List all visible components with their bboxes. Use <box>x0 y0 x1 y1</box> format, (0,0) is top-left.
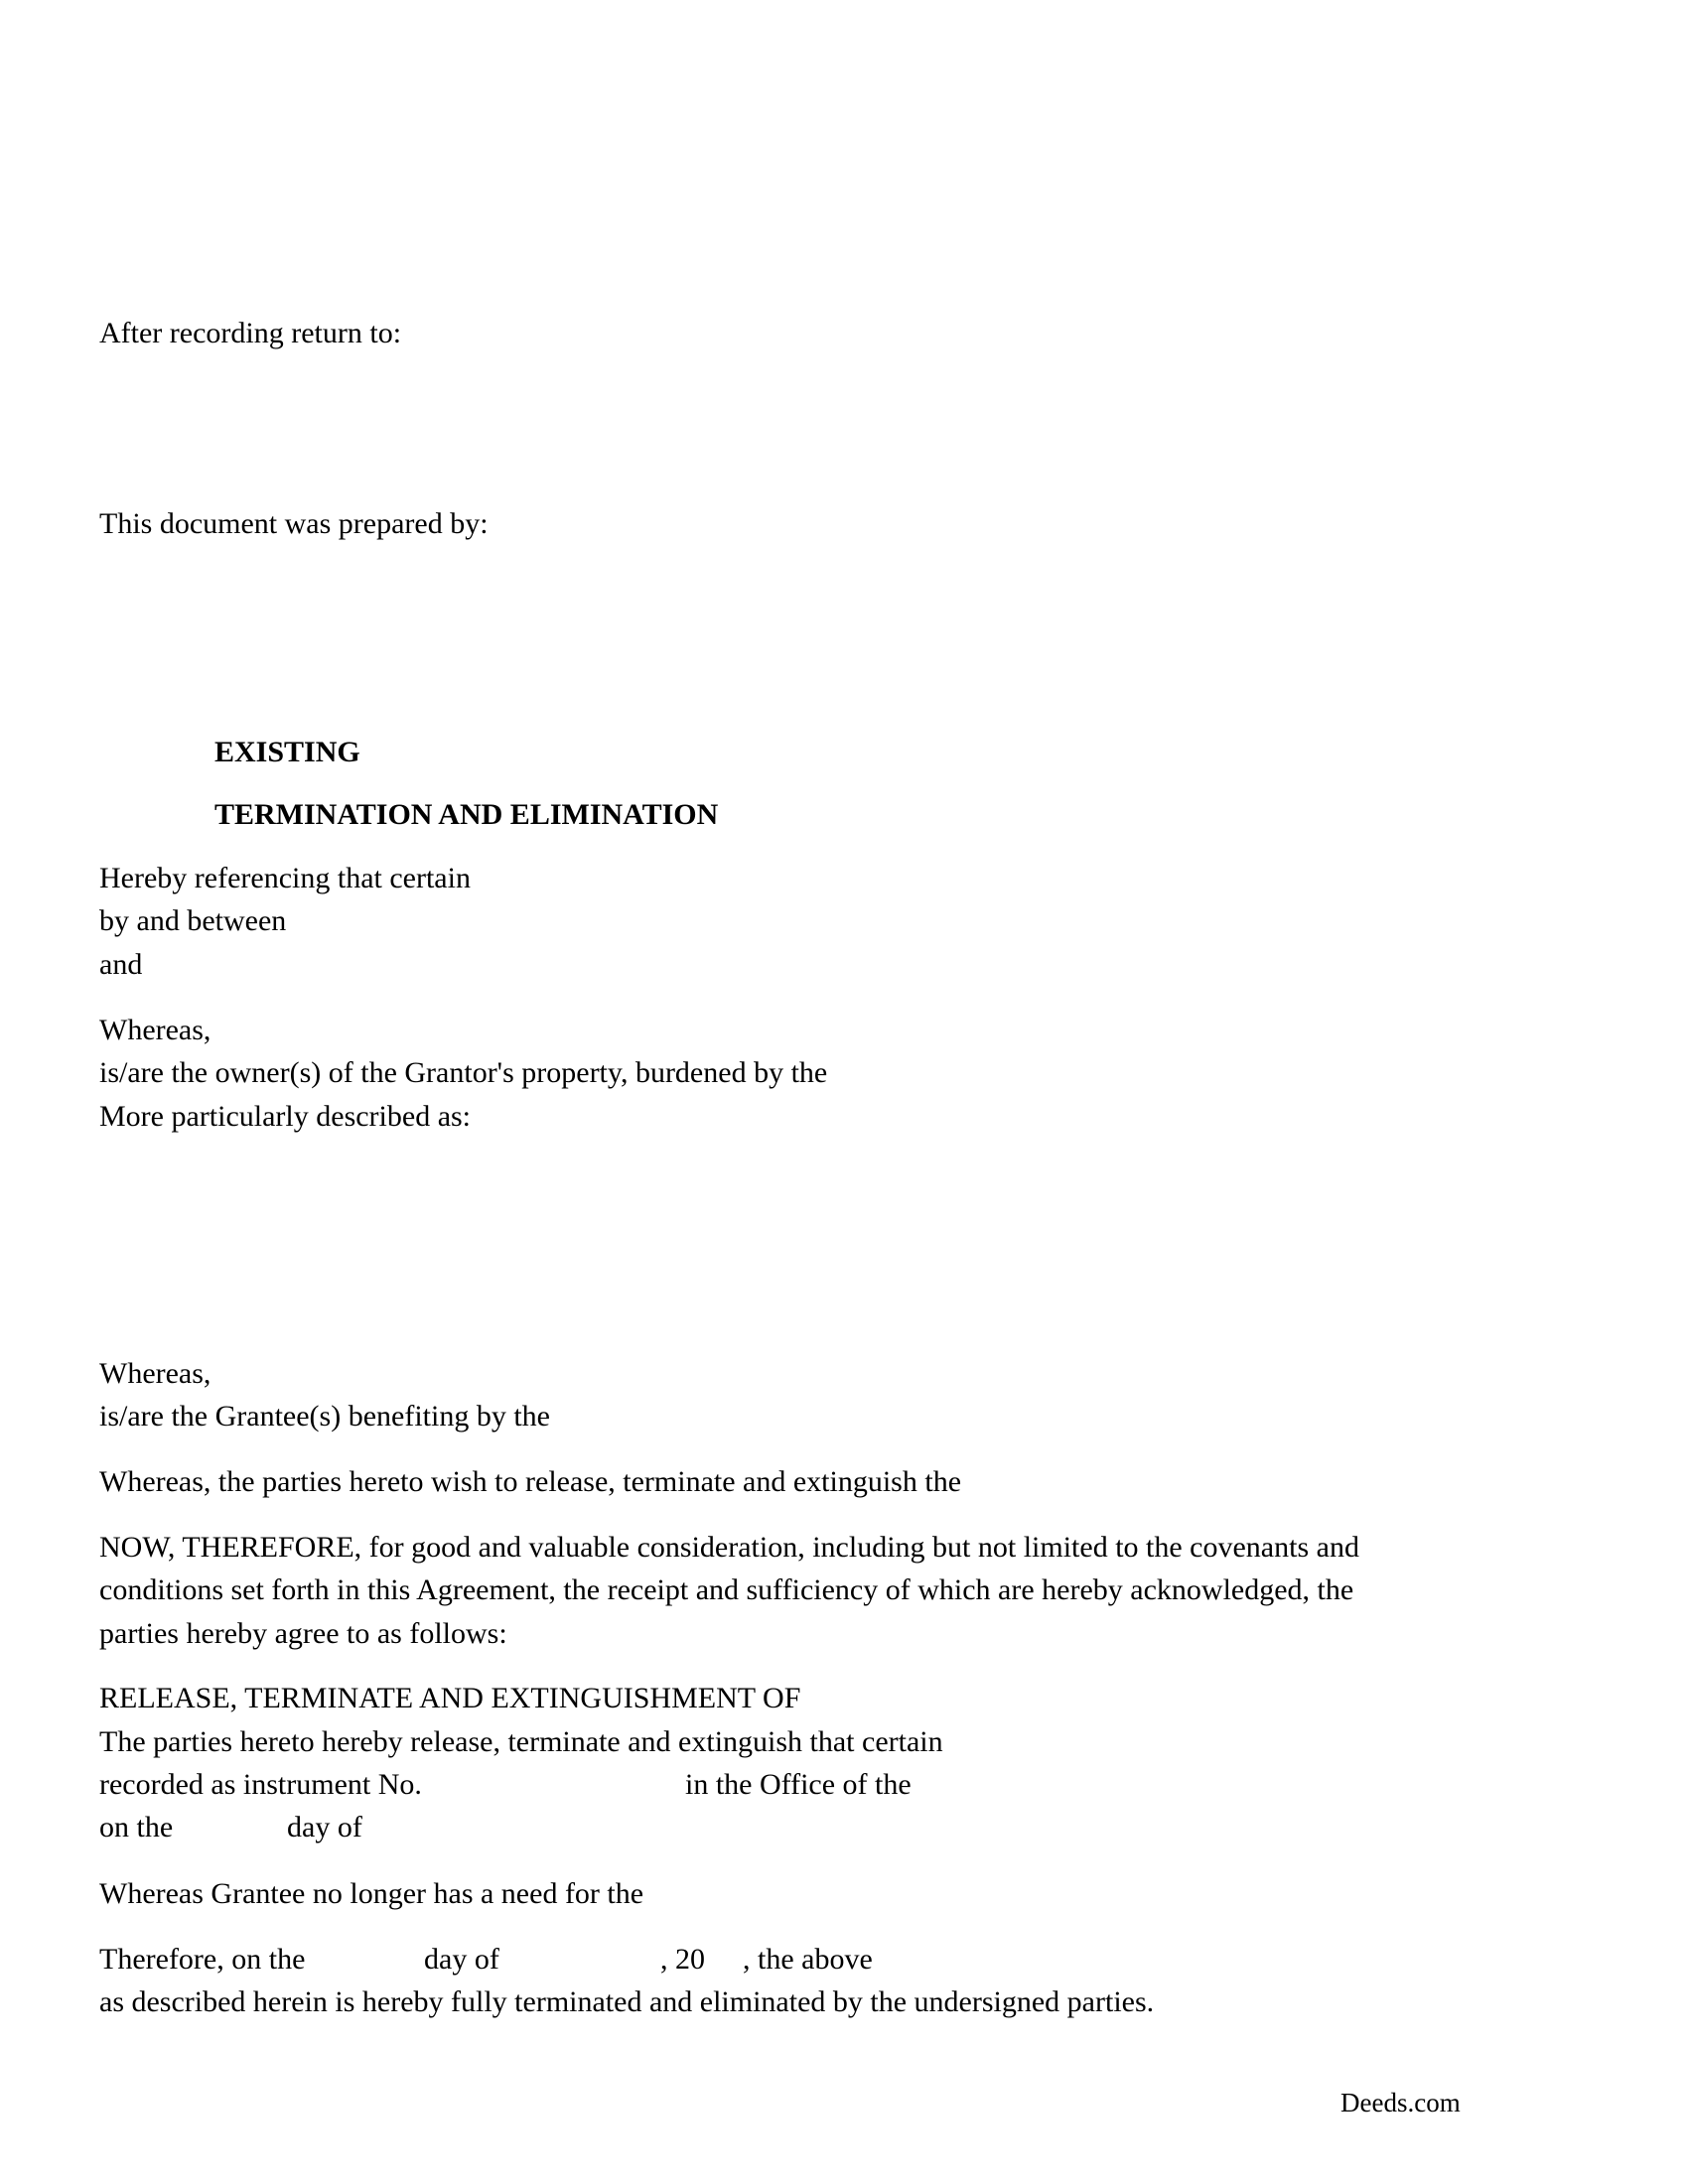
return-to-label: After recording return to: <box>99 317 402 349</box>
reference-line-2: by and between <box>99 904 287 937</box>
therefore-part-c: , 20 <box>660 1943 705 1976</box>
release-line-2b: in the Office of the <box>685 1768 912 1801</box>
whereas-grantee-line-1: Whereas, <box>99 1357 211 1390</box>
whereas-need-paragraph: Whereas Grantee no longer has a need for the <box>99 1877 644 1910</box>
whereas-grantee-line-2: is/are the Grantee(s) benefiting by the <box>99 1400 550 1433</box>
reference-line-3: and <box>99 948 143 981</box>
now-therefore-line-2: conditions set forth in this Agreement, the receipt and sufficiency of which are hereby acknowledged, the <box>99 1573 1354 1606</box>
release-line-1: The parties hereto hereby release, terminate and extinguish that certain <box>99 1725 943 1758</box>
now-therefore-line-1: NOW, THEREFORE, for good and valuable consideration, including but not limited to the covenants and <box>99 1531 1359 1564</box>
therefore-part-d: , the above <box>743 1943 873 1976</box>
reference-line-1: Hereby referencing that certain <box>99 862 471 894</box>
release-line-3a: on the <box>99 1811 174 1843</box>
title-line-1: EXISTING <box>214 736 360 768</box>
therefore-line-2: as described herein is hereby fully terminated and eliminated by the undersigned parties. <box>99 1985 1155 2018</box>
deeds-footer: Deeds.com <box>1340 2088 1461 2117</box>
whereas-owner-line-3: More particularly described as: <box>99 1100 472 1133</box>
prepared-by-label: This document was prepared by: <box>99 507 489 540</box>
release-heading: RELEASE, TERMINATE AND EXTINGUISHMENT OF <box>99 1682 801 1714</box>
whereas-owner-line-1: Whereas, <box>99 1014 211 1046</box>
whereas-owner-line-2: is/are the owner(s) of the Grantor's property, burdened by the <box>99 1056 828 1089</box>
therefore-part-b: day of <box>424 1943 499 1976</box>
title-line-2: TERMINATION AND ELIMINATION <box>214 798 719 831</box>
release-line-2a: recorded as instrument No. <box>99 1768 422 1801</box>
now-therefore-line-3: parties hereby agree to as follows: <box>99 1617 507 1650</box>
whereas-parties-paragraph: Whereas, the parties hereto wish to release, terminate and extinguish the <box>99 1465 962 1498</box>
therefore-part-a: Therefore, on the <box>99 1943 306 1976</box>
release-line-3b: day of <box>287 1811 362 1843</box>
